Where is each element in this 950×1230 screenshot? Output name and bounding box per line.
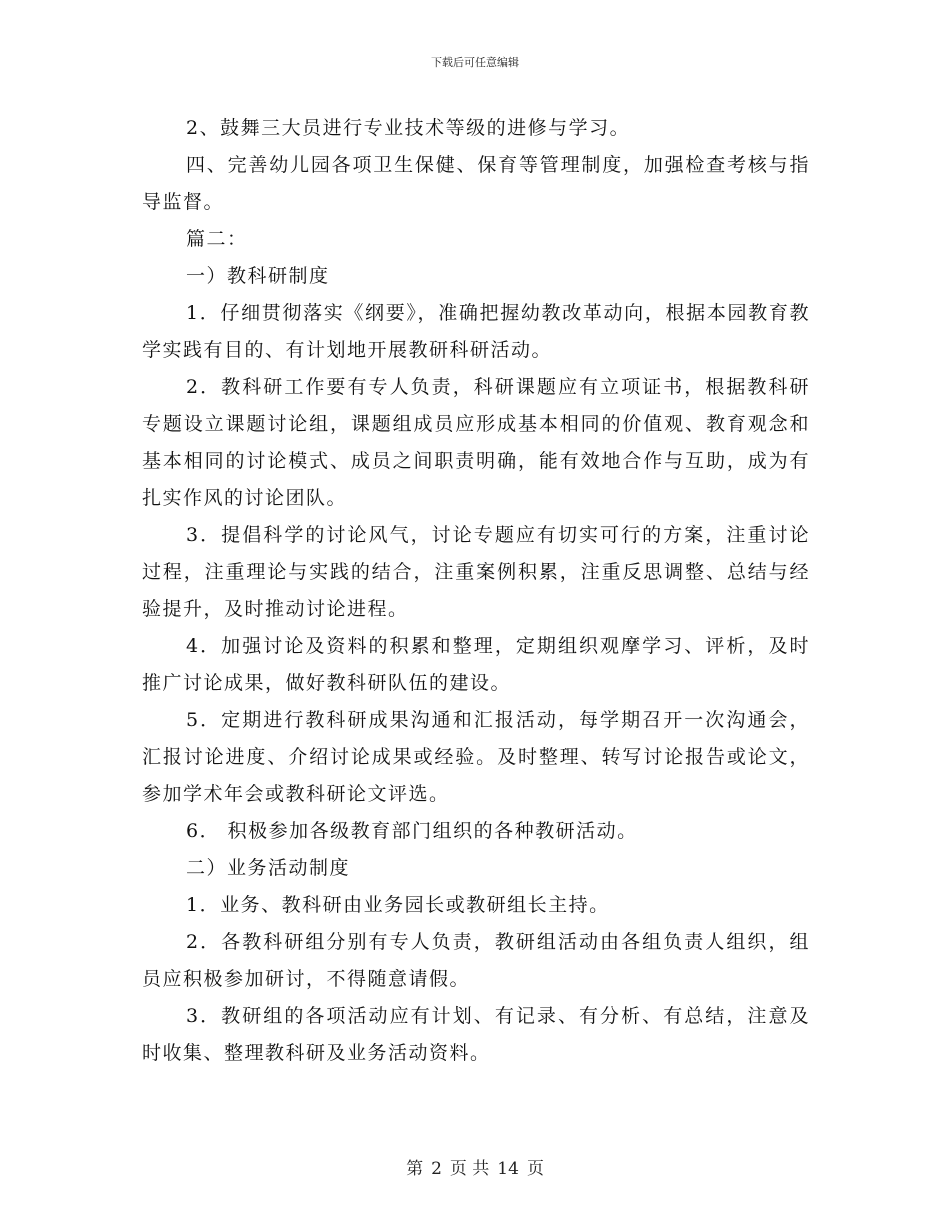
document-body bbox=[142, 110, 810, 1072]
paragraph: 6． 积极参加各级教育部门组织的各种教研活动。 bbox=[186, 820, 638, 842]
paragraph: 2．教科研工作要有专人负责，科研课题应有立项证书，根据教科研专题设立课题讨论组，课题组成员应形成基本相同的价值观、教育观念和基本相同的讨论模式、成员之间职责明确，能有效地合作与互助，成为有扎实作风的讨论团队。 bbox=[142, 376, 810, 509]
paragraph: 3．教研组的各项活动应有计划、有记录、有分析、有总结，注意及时收集、整理教科研及业务活动资料。 bbox=[142, 1005, 810, 1064]
page-header: 下载后可任意编辑 bbox=[431, 56, 519, 69]
section-heading: 篇二： bbox=[186, 228, 248, 250]
paragraph: 5．定期进行教科研成果沟通和汇报活动，每学期召开一次沟通会，汇报讨论进度、介绍讨论成果或经验。及时整理、转写讨论报告或论文，参加学术年会或教科研论文评选。 bbox=[142, 709, 810, 805]
total-page-number: 14 bbox=[497, 1159, 519, 1179]
page-footer bbox=[0, 1154, 950, 1179]
section-heading: 一）教科研制度 bbox=[186, 265, 330, 287]
paragraph: 1．业务、教科研由业务园长或教研组长主持。 bbox=[186, 894, 610, 916]
paragraph: 3．提倡科学的讨论风气，讨论专题应有切实可行的方案，注重讨论过程，注重理论与实践的结合，注重案例积累，注重反思调整、总结与经验提升，及时推动讨论进程。 bbox=[142, 524, 810, 620]
paragraph: 1．仔细贯彻落实《纲要》，准确把握幼教改革动向，根据本园教育教学实践有目的、有计划地开展教研科研活动。 bbox=[142, 302, 810, 361]
page-label-suffix: 页 bbox=[526, 1159, 544, 1179]
section-heading: 二）业务活动制度 bbox=[186, 857, 351, 879]
paragraph: 四、完善幼儿园各项卫生保健、保育等管理制度，加强检查考核与指导监督。 bbox=[142, 154, 810, 213]
paragraph: 4．加强讨论及资料的积累和整理，定期组织观摩学习、评析，及时推广讨论成果，做好教科研队伍的建设。 bbox=[142, 635, 810, 694]
current-page-number: 2 bbox=[431, 1159, 442, 1179]
page-label-middle: 页 共 bbox=[449, 1159, 490, 1179]
page-label-prefix: 第 bbox=[406, 1159, 424, 1179]
paragraph: 2、鼓舞三大员进行专业技术等级的进修与学习。 bbox=[186, 117, 631, 139]
paragraph: 2．各教科研组分别有专人负责，教研组活动由各组负责人组织，组员应积极参加研讨，不得随意请假。 bbox=[142, 931, 810, 990]
